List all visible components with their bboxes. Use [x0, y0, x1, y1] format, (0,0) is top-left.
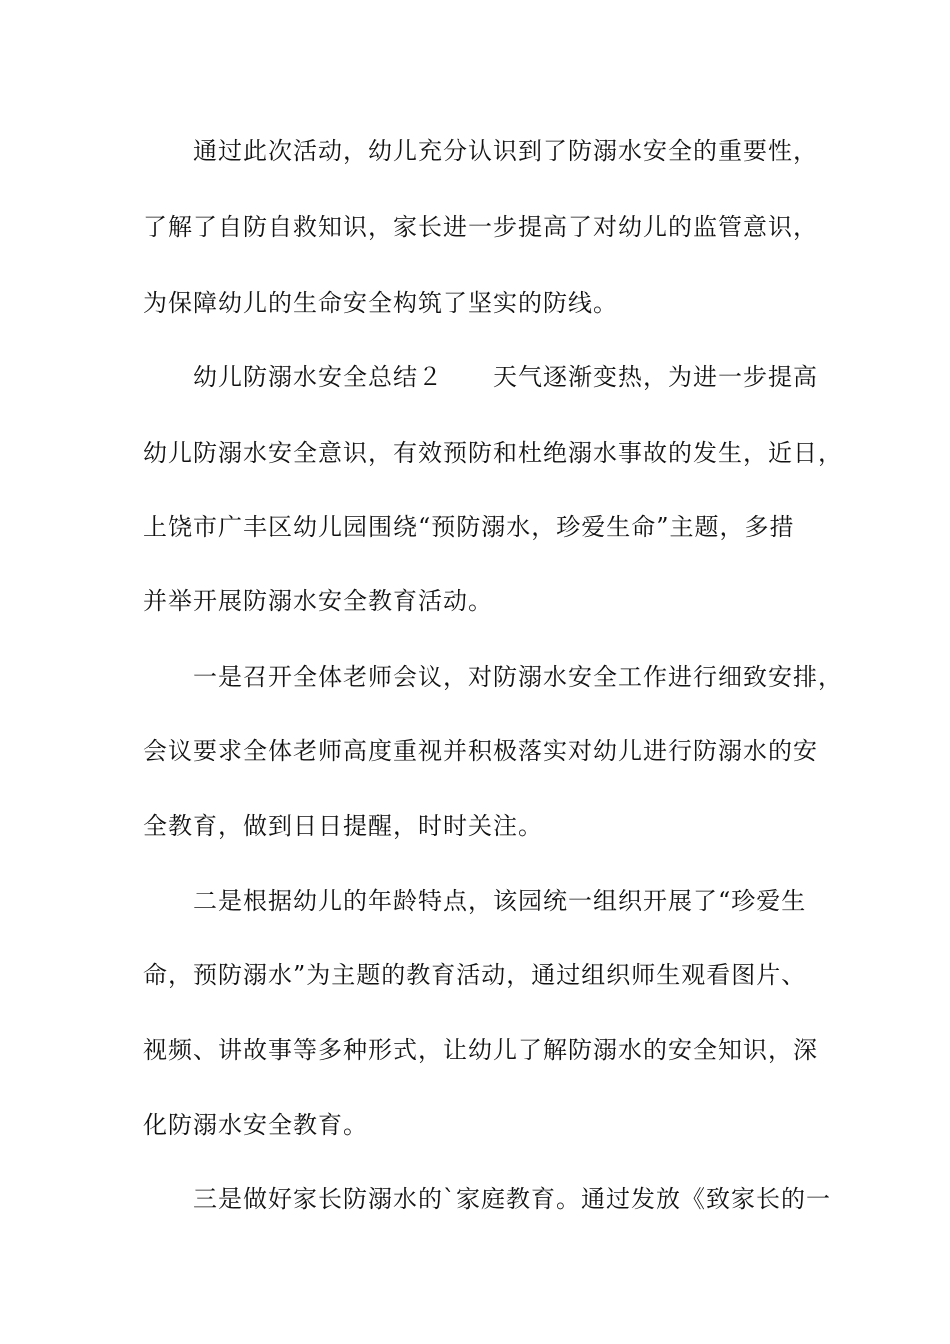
text-line: 二是根据幼儿的年龄特点，该园统一组织开展了“珍爱生 — [193, 887, 807, 915]
text-line: 幼儿防溺水安全总结２ 天气逐渐变热，为进一步提高 — [193, 363, 818, 391]
text-line: 为保障幼儿的生命安全构筑了坚实的防线。 — [143, 289, 618, 317]
text-line: 命，预防溺水”为主题的教育活动，通过组织师生观看图片、 — [143, 961, 807, 989]
text-line: 化防溺水安全教育。 — [143, 1111, 368, 1139]
text-line: 幼儿防溺水安全意识，有效预防和杜绝溺水事故的发生，近日， — [143, 439, 843, 467]
text-line: 全教育，做到日日提醒，时时关注。 — [143, 812, 543, 840]
text-line: 会议要求全体老师高度重视并积极落实对幼儿进行防溺水的安 — [143, 737, 818, 765]
text-line: 视频、讲故事等多种形式，让幼儿了解防溺水的安全知识，深 — [143, 1036, 818, 1064]
text-line: 上饶市广丰区幼儿园围绕“预防溺水，珍爱生命”主题，多措 — [143, 513, 795, 541]
text-line: 了解了自防自救知识，家长进一步提高了对幼儿的监管意识， — [143, 213, 818, 241]
text-line: 并举开展防溺水安全教育活动。 — [143, 587, 493, 615]
text-line: 通过此次活动，幼儿充分认识到了防溺水安全的重要性， — [193, 137, 818, 165]
text-line: 一是召开全体老师会议，对防溺水安全工作进行细致安排， — [193, 663, 843, 691]
text-line: 三是做好家长防溺水的`家庭教育。通过发放《致家长的一 — [193, 1185, 831, 1213]
